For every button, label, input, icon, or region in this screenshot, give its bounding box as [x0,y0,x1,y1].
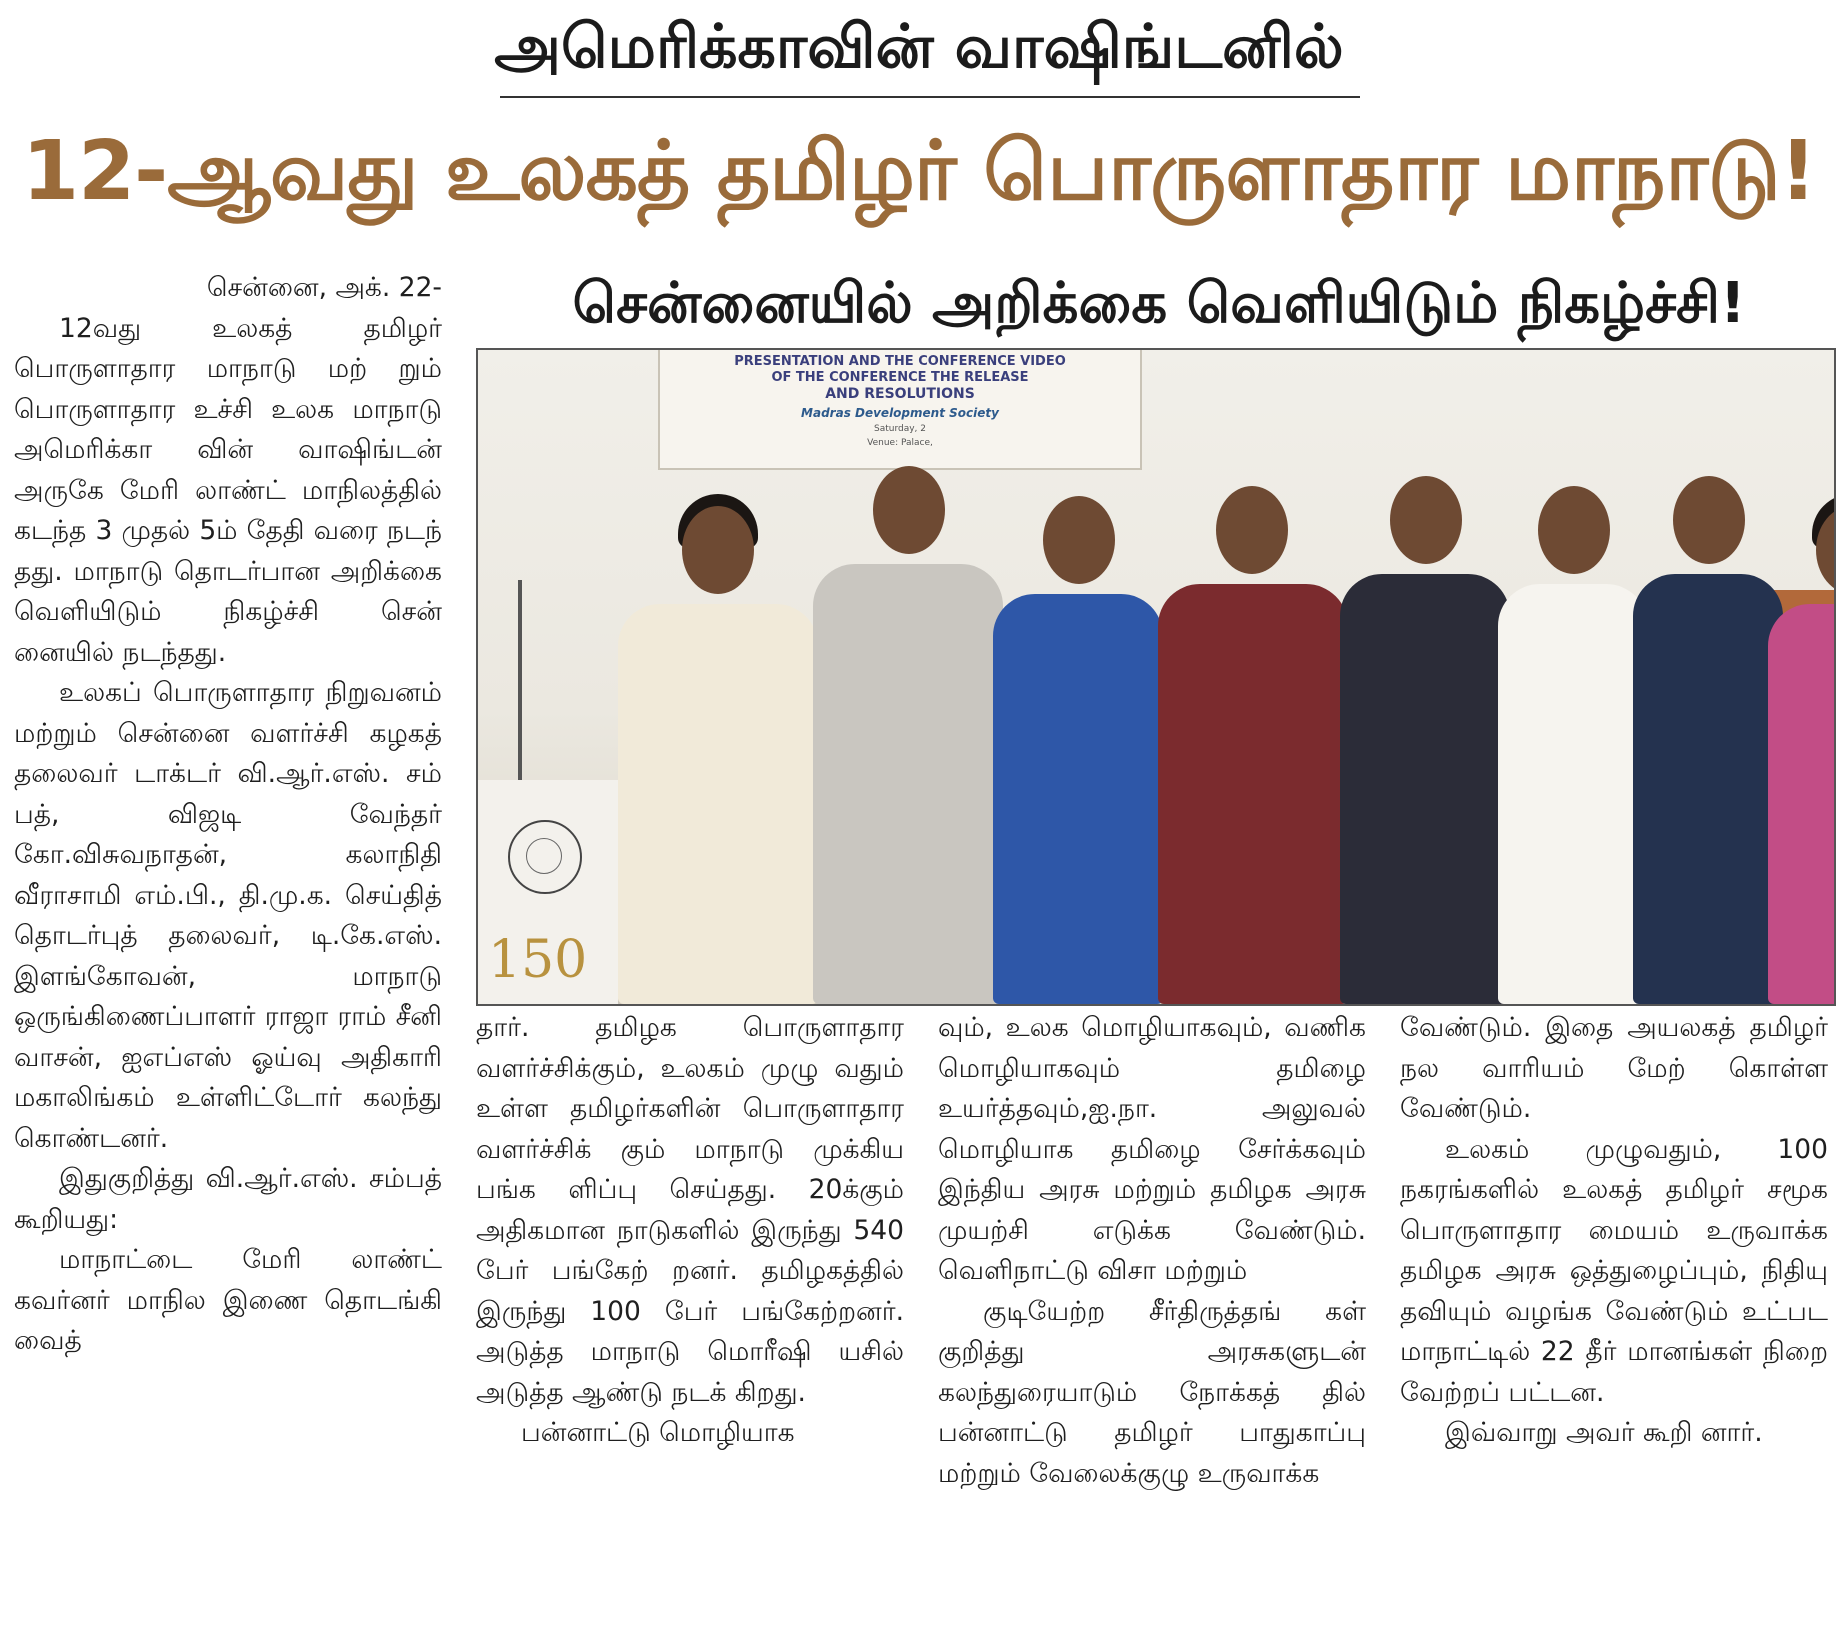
subheadline: சென்னையில் அறிக்கை வெளியிடும் நிகழ்ச்சி! [572,271,1746,336]
banner-line: Venue: Palace, [867,438,933,448]
person-6 [1498,584,1648,1004]
person-8 [1768,604,1836,1004]
kicker-rule [500,96,1360,98]
paragraph: பன்னாட்டு மொழியாக [521,1417,795,1448]
head-shape [682,506,754,594]
paragraph: வேண்டும். இதை அயலகத் தமிழர் நல வாரியம் மேற் கொள்ள வேண்டும். [1400,1012,1828,1124]
head-shape [1043,496,1115,584]
paragraph: தார். தமிழக பொருளாதார வளர்ச்சிக்கும், உலகம் முழு வதும் உள்ள தமிழர்களின் பொருளாதார வளர்ச்சிக் கும் மாநாடு முக்கிய பங்க ளிப்பு செய்தது. 20க்கும் அதிகமான நாடுகளில் இருந்து 540 பேர் பங்கேற் றனர். தமிழகத்தில் இருந்து 100 பேர் பங்கேற்றனர். அடுத்த மாநாடு மொரீஷி யசில் அடுத்த ஆண்டு நடக் கிறது. [476,1012,904,1408]
paragraph: 12வது உலகத் தமிழர் பொருளாதார மாநாடு மற் றும் பொருளாதார உச்சி உலக மாநாடு அமெரிக்கா வின் வாஷிங்டன் அருகே மேரி லாண்ட் மாநிலத்தில் கடந்த 3 முதல் 5ம் தேதி வரை நடந் தது. மாநாடு தொடர்பான அறிக்கை வெளியிடும் நிகழ்ச்சி சென் னையில் நடந்தது. [14,312,442,668]
event-banner [658,350,1142,470]
university-seal-icon [508,820,582,894]
banner-line: AND RESOLUTIONS [825,386,975,402]
paragraph: உலகம் முழுவதும், 100 நகரங்களில் உலகத் தமிழர் சமூக பொருளாதார மையம் உருவாக்க தமிழக அரசு ஒத்துழைப்பும், நிதியு தவியும் வழங்க வேண்டும் உட்பட மாநாட்டில் 22 தீர் மானங்கள் நிறை வேற்றப் பட்டன. [1400,1133,1828,1408]
section-kicker: அமெரிக்காவின் வாஷிங்டனில் [494,12,1344,82]
paragraph: இவ்வாறு அவர் கூறி னார். [1445,1417,1763,1448]
head-shape [873,466,945,554]
article-column-2 [476,1008,904,1454]
person-1 [618,604,818,1004]
event-photo [476,348,1836,1006]
article-column-3 [938,1008,1366,1494]
head-shape [1538,486,1610,574]
lectern [478,780,620,1004]
head-shape [1216,486,1288,574]
paragraph: மாநாட்டை மேரி லாண்ட் கவர்னர் மாநில இணை தொடங்கி வைத் [14,1244,442,1356]
headline: 12-ஆவது உலகத் தமிழர் பொருளாதார மாநாடு! [22,124,1816,219]
article-column-1 [14,268,442,1362]
article-column-4 [1400,1008,1828,1454]
head-shape [1673,476,1745,564]
person-2 [813,564,1003,1004]
microphone-stand [518,580,522,780]
banner-line: Madras Development Society [801,406,999,420]
head-shape [1390,476,1462,564]
person-4 [1158,584,1348,1004]
person-3 [993,594,1163,1004]
dateline: சென்னை, அக். 22- [206,272,442,303]
banner-line: Saturday, 2 [873,424,926,434]
anniversary-mark: 150 [488,930,588,990]
banner-line: PRESENTATION AND THE CONFERENCE VIDEO [734,354,1066,369]
paragraph: உலகப் பொருளாதார நிறுவனம் மற்றும் சென்னை வளர்ச்சி கழகத் தலைவர் டாக்டர் வி.ஆர்.எஸ். சம் பத், விஜடி வேந்தர் கோ.விசுவநாதன், கலாநிதி வீராசாமி எம்.பி., தி.மு.க. செய்தித் தொடர்புத் தலைவர், டி.கே.எஸ். இளங்கோவன், மாநாடு ஒருங்கிணைப்பாளர் ராஜா ராம் சீனி வாசன், ஐஎப்எஸ் ஓய்வு அதிகாரி மகாலிங்கம் உள்ளிட்டோர் கலந்து கொண்டனர். [14,677,442,1154]
paragraph: இதுகுறித்து வி.ஆர்.எஸ். சம்பத் கூறியது: [14,1163,442,1235]
paragraph: வும், உலக மொழியாகவும், வணிக மொழியாகவும் தமிழை உயர்த்தவும்,ஐ.நா. அலுவல் மொழியாக தமிழை சேர்க்கவும் இந்திய அரசு மற்றும் தமிழக அரசு முயற்சி எடுக்க வேண்டும். வெளிநாட்டு விசா மற்றும் [938,1012,1366,1286]
banner-line: OF THE CONFERENCE THE RELEASE [771,370,1029,385]
person-5 [1340,574,1510,1004]
person-7 [1633,574,1783,1004]
paragraph: குடியேற்ற சீர்திருத்தங் கள் குறித்து அரசுகளுடன் கலந்துரையாடும் நோக்கத் தில் பன்னாட்டு தமிழர் பாதுகாப்பு மற்றும் வேலைக்குழு உருவாக்க [938,1295,1366,1489]
